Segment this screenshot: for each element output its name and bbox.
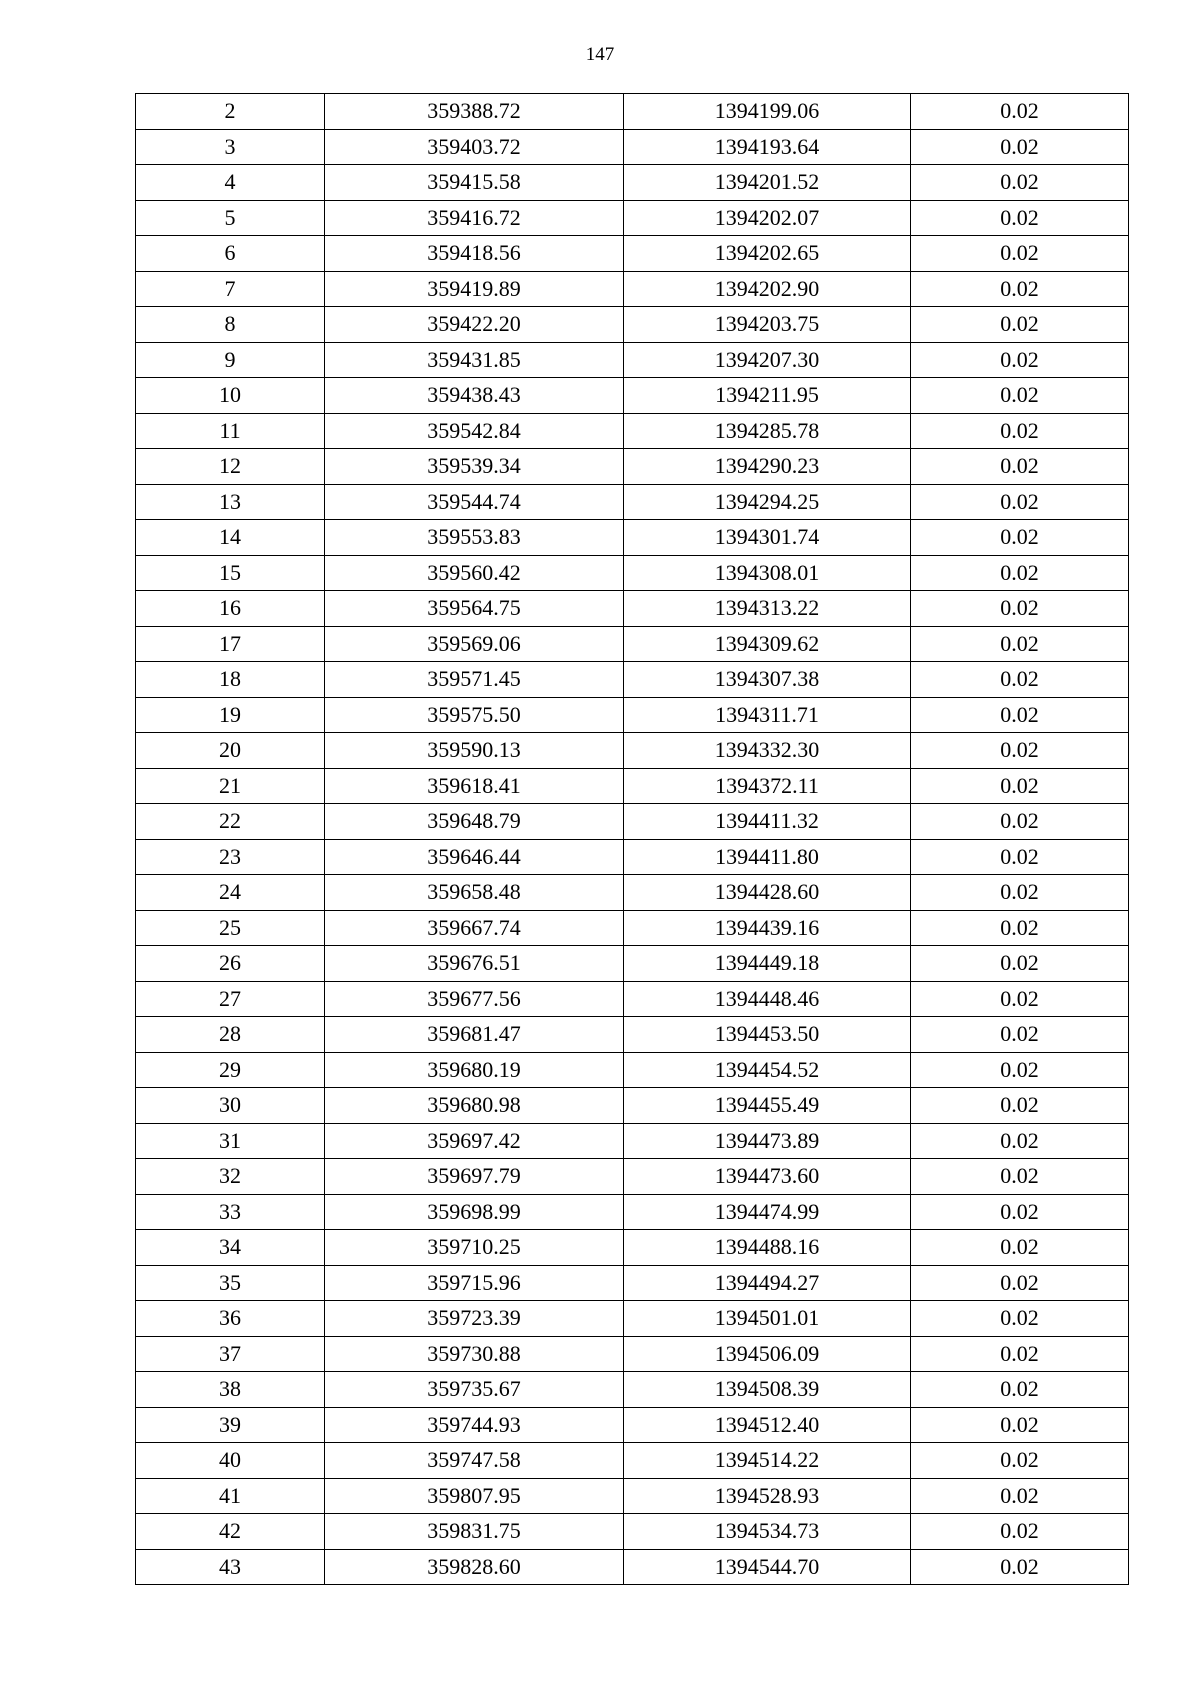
x-coordinate-cell: 359735.67 <box>325 1372 624 1408</box>
error-cell: 0.02 <box>911 733 1129 769</box>
y-coordinate-cell: 1394428.60 <box>624 875 911 911</box>
table-row <box>136 768 1129 804</box>
x-coordinate-cell: 359730.88 <box>325 1336 624 1372</box>
point-number-cell: 4 <box>136 165 325 201</box>
point-number-cell: 21 <box>136 768 325 804</box>
table-row <box>136 981 1129 1017</box>
table-row <box>136 1514 1129 1550</box>
point-number-cell: 2 <box>136 94 325 130</box>
point-number-cell: 23 <box>136 839 325 875</box>
point-number-cell: 33 <box>136 1194 325 1230</box>
y-coordinate-cell: 1394202.90 <box>624 271 911 307</box>
y-coordinate-cell: 1394372.11 <box>624 768 911 804</box>
error-cell: 0.02 <box>911 165 1129 201</box>
y-coordinate-cell: 1394294.25 <box>624 484 911 520</box>
point-number-cell: 28 <box>136 1017 325 1053</box>
error-cell: 0.02 <box>911 307 1129 343</box>
point-number-cell: 16 <box>136 591 325 627</box>
table-row <box>136 1407 1129 1443</box>
error-cell: 0.02 <box>911 591 1129 627</box>
point-number-cell: 9 <box>136 342 325 378</box>
error-cell: 0.02 <box>911 555 1129 591</box>
x-coordinate-cell: 359807.95 <box>325 1478 624 1514</box>
table-row <box>136 378 1129 414</box>
y-coordinate-cell: 1394534.73 <box>624 1514 911 1550</box>
error-cell: 0.02 <box>911 1052 1129 1088</box>
x-coordinate-cell: 359553.83 <box>325 520 624 556</box>
x-coordinate-cell: 359539.34 <box>325 449 624 485</box>
table-row <box>136 236 1129 272</box>
error-cell: 0.02 <box>911 484 1129 520</box>
y-coordinate-cell: 1394514.22 <box>624 1443 911 1479</box>
error-cell: 0.02 <box>911 1265 1129 1301</box>
table-row <box>136 520 1129 556</box>
table-row <box>136 697 1129 733</box>
x-coordinate-cell: 359680.19 <box>325 1052 624 1088</box>
error-cell: 0.02 <box>911 1407 1129 1443</box>
error-cell: 0.02 <box>911 946 1129 982</box>
point-number-cell: 31 <box>136 1123 325 1159</box>
y-coordinate-cell: 1394311.71 <box>624 697 911 733</box>
error-cell: 0.02 <box>911 271 1129 307</box>
point-number-cell: 6 <box>136 236 325 272</box>
x-coordinate-cell: 359697.42 <box>325 1123 624 1159</box>
y-coordinate-cell: 1394508.39 <box>624 1372 911 1408</box>
table-row <box>136 449 1129 485</box>
error-cell: 0.02 <box>911 200 1129 236</box>
table-row <box>136 413 1129 449</box>
y-coordinate-cell: 1394474.99 <box>624 1194 911 1230</box>
point-number-cell: 34 <box>136 1230 325 1266</box>
error-cell: 0.02 <box>911 342 1129 378</box>
x-coordinate-cell: 359658.48 <box>325 875 624 911</box>
x-coordinate-cell: 359828.60 <box>325 1549 624 1585</box>
x-coordinate-cell: 359419.89 <box>325 271 624 307</box>
error-cell: 0.02 <box>911 1123 1129 1159</box>
y-coordinate-cell: 1394488.16 <box>624 1230 911 1266</box>
x-coordinate-cell: 359416.72 <box>325 200 624 236</box>
y-coordinate-cell: 1394201.52 <box>624 165 911 201</box>
table-row <box>136 946 1129 982</box>
x-coordinate-cell: 359676.51 <box>325 946 624 982</box>
y-coordinate-cell: 1394332.30 <box>624 733 911 769</box>
x-coordinate-cell: 359715.96 <box>325 1265 624 1301</box>
point-number-cell: 37 <box>136 1336 325 1372</box>
y-coordinate-cell: 1394202.65 <box>624 236 911 272</box>
x-coordinate-cell: 359646.44 <box>325 839 624 875</box>
point-number-cell: 36 <box>136 1301 325 1337</box>
coordinates-table <box>135 93 1129 1585</box>
table-row <box>136 662 1129 698</box>
error-cell: 0.02 <box>911 449 1129 485</box>
table-row <box>136 342 1129 378</box>
point-number-cell: 30 <box>136 1088 325 1124</box>
error-cell: 0.02 <box>911 1514 1129 1550</box>
point-number-cell: 24 <box>136 875 325 911</box>
table-row <box>136 165 1129 201</box>
x-coordinate-cell: 359403.72 <box>325 129 624 165</box>
error-cell: 0.02 <box>911 626 1129 662</box>
point-number-cell: 38 <box>136 1372 325 1408</box>
error-cell: 0.02 <box>911 1194 1129 1230</box>
table-row <box>136 1017 1129 1053</box>
table-row <box>136 200 1129 236</box>
error-cell: 0.02 <box>911 1017 1129 1053</box>
point-number-cell: 14 <box>136 520 325 556</box>
error-cell: 0.02 <box>911 875 1129 911</box>
error-cell: 0.02 <box>911 1549 1129 1585</box>
point-number-cell: 26 <box>136 946 325 982</box>
error-cell: 0.02 <box>911 1336 1129 1372</box>
y-coordinate-cell: 1394309.62 <box>624 626 911 662</box>
point-number-cell: 32 <box>136 1159 325 1195</box>
error-cell: 0.02 <box>911 910 1129 946</box>
y-coordinate-cell: 1394528.93 <box>624 1478 911 1514</box>
error-cell: 0.02 <box>911 94 1129 130</box>
y-coordinate-cell: 1394207.30 <box>624 342 911 378</box>
point-number-cell: 5 <box>136 200 325 236</box>
y-coordinate-cell: 1394512.40 <box>624 1407 911 1443</box>
y-coordinate-cell: 1394494.27 <box>624 1265 911 1301</box>
coordinates-table-body <box>136 94 1129 1585</box>
x-coordinate-cell: 359569.06 <box>325 626 624 662</box>
y-coordinate-cell: 1394199.06 <box>624 94 911 130</box>
table-row <box>136 910 1129 946</box>
error-cell: 0.02 <box>911 129 1129 165</box>
error-cell: 0.02 <box>911 1372 1129 1408</box>
error-cell: 0.02 <box>911 1443 1129 1479</box>
error-cell: 0.02 <box>911 236 1129 272</box>
y-coordinate-cell: 1394453.50 <box>624 1017 911 1053</box>
x-coordinate-cell: 359697.79 <box>325 1159 624 1195</box>
y-coordinate-cell: 1394506.09 <box>624 1336 911 1372</box>
point-number-cell: 13 <box>136 484 325 520</box>
y-coordinate-cell: 1394203.75 <box>624 307 911 343</box>
y-coordinate-cell: 1394448.46 <box>624 981 911 1017</box>
point-number-cell: 39 <box>136 1407 325 1443</box>
x-coordinate-cell: 359648.79 <box>325 804 624 840</box>
table-row <box>136 307 1129 343</box>
point-number-cell: 18 <box>136 662 325 698</box>
x-coordinate-cell: 359431.85 <box>325 342 624 378</box>
y-coordinate-cell: 1394439.16 <box>624 910 911 946</box>
x-coordinate-cell: 359681.47 <box>325 1017 624 1053</box>
y-coordinate-cell: 1394411.32 <box>624 804 911 840</box>
table-row <box>136 1123 1129 1159</box>
error-cell: 0.02 <box>911 839 1129 875</box>
page-number: 147 <box>585 44 615 65</box>
error-cell: 0.02 <box>911 1159 1129 1195</box>
x-coordinate-cell: 359418.56 <box>325 236 624 272</box>
point-number-cell: 25 <box>136 910 325 946</box>
point-number-cell: 43 <box>136 1549 325 1585</box>
error-cell: 0.02 <box>911 662 1129 698</box>
point-number-cell: 8 <box>136 307 325 343</box>
x-coordinate-cell: 359831.75 <box>325 1514 624 1550</box>
table-row <box>136 1301 1129 1337</box>
x-coordinate-cell: 359710.25 <box>325 1230 624 1266</box>
y-coordinate-cell: 1394473.60 <box>624 1159 911 1195</box>
point-number-cell: 22 <box>136 804 325 840</box>
error-cell: 0.02 <box>911 981 1129 1017</box>
point-number-cell: 12 <box>136 449 325 485</box>
table-row <box>136 484 1129 520</box>
table-row <box>136 1194 1129 1230</box>
table-row <box>136 1265 1129 1301</box>
table-row <box>136 555 1129 591</box>
x-coordinate-cell: 359415.58 <box>325 165 624 201</box>
table-row <box>136 1088 1129 1124</box>
y-coordinate-cell: 1394455.49 <box>624 1088 911 1124</box>
x-coordinate-cell: 359571.45 <box>325 662 624 698</box>
table-row <box>136 1052 1129 1088</box>
x-coordinate-cell: 359723.39 <box>325 1301 624 1337</box>
y-coordinate-cell: 1394193.64 <box>624 129 911 165</box>
y-coordinate-cell: 1394501.01 <box>624 1301 911 1337</box>
point-number-cell: 7 <box>136 271 325 307</box>
error-cell: 0.02 <box>911 413 1129 449</box>
table-row <box>136 626 1129 662</box>
x-coordinate-cell: 359564.75 <box>325 591 624 627</box>
y-coordinate-cell: 1394301.74 <box>624 520 911 556</box>
point-number-cell: 15 <box>136 555 325 591</box>
y-coordinate-cell: 1394211.95 <box>624 378 911 414</box>
table-row <box>136 94 1129 130</box>
error-cell: 0.02 <box>911 1230 1129 1266</box>
x-coordinate-cell: 359542.84 <box>325 413 624 449</box>
point-number-cell: 17 <box>136 626 325 662</box>
table-row <box>136 1443 1129 1479</box>
x-coordinate-cell: 359744.93 <box>325 1407 624 1443</box>
point-number-cell: 3 <box>136 129 325 165</box>
y-coordinate-cell: 1394454.52 <box>624 1052 911 1088</box>
x-coordinate-cell: 359590.13 <box>325 733 624 769</box>
error-cell: 0.02 <box>911 378 1129 414</box>
error-cell: 0.02 <box>911 1088 1129 1124</box>
x-coordinate-cell: 359680.98 <box>325 1088 624 1124</box>
point-number-cell: 29 <box>136 1052 325 1088</box>
x-coordinate-cell: 359560.42 <box>325 555 624 591</box>
table-row <box>136 129 1129 165</box>
point-number-cell: 20 <box>136 733 325 769</box>
x-coordinate-cell: 359438.43 <box>325 378 624 414</box>
table-row <box>136 839 1129 875</box>
table-row <box>136 1549 1129 1585</box>
x-coordinate-cell: 359544.74 <box>325 484 624 520</box>
table-row <box>136 591 1129 627</box>
y-coordinate-cell: 1394290.23 <box>624 449 911 485</box>
x-coordinate-cell: 359677.56 <box>325 981 624 1017</box>
y-coordinate-cell: 1394285.78 <box>624 413 911 449</box>
y-coordinate-cell: 1394544.70 <box>624 1549 911 1585</box>
y-coordinate-cell: 1394202.07 <box>624 200 911 236</box>
y-coordinate-cell: 1394313.22 <box>624 591 911 627</box>
y-coordinate-cell: 1394307.38 <box>624 662 911 698</box>
table-row <box>136 733 1129 769</box>
error-cell: 0.02 <box>911 804 1129 840</box>
x-coordinate-cell: 359667.74 <box>325 910 624 946</box>
y-coordinate-cell: 1394449.18 <box>624 946 911 982</box>
point-number-cell: 11 <box>136 413 325 449</box>
table-row <box>136 1372 1129 1408</box>
error-cell: 0.02 <box>911 768 1129 804</box>
table-row <box>136 1478 1129 1514</box>
point-number-cell: 10 <box>136 378 325 414</box>
error-cell: 0.02 <box>911 1478 1129 1514</box>
point-number-cell: 19 <box>136 697 325 733</box>
y-coordinate-cell: 1394308.01 <box>624 555 911 591</box>
table-row <box>136 875 1129 911</box>
x-coordinate-cell: 359698.99 <box>325 1194 624 1230</box>
point-number-cell: 42 <box>136 1514 325 1550</box>
point-number-cell: 27 <box>136 981 325 1017</box>
error-cell: 0.02 <box>911 520 1129 556</box>
point-number-cell: 35 <box>136 1265 325 1301</box>
x-coordinate-cell: 359388.72 <box>325 94 624 130</box>
error-cell: 0.02 <box>911 697 1129 733</box>
error-cell: 0.02 <box>911 1301 1129 1337</box>
table-row <box>136 1159 1129 1195</box>
x-coordinate-cell: 359747.58 <box>325 1443 624 1479</box>
table-row <box>136 271 1129 307</box>
y-coordinate-cell: 1394411.80 <box>624 839 911 875</box>
table-row <box>136 804 1129 840</box>
x-coordinate-cell: 359422.20 <box>325 307 624 343</box>
x-coordinate-cell: 359575.50 <box>325 697 624 733</box>
point-number-cell: 40 <box>136 1443 325 1479</box>
point-number-cell: 41 <box>136 1478 325 1514</box>
table-row <box>136 1336 1129 1372</box>
y-coordinate-cell: 1394473.89 <box>624 1123 911 1159</box>
x-coordinate-cell: 359618.41 <box>325 768 624 804</box>
table-row <box>136 1230 1129 1266</box>
